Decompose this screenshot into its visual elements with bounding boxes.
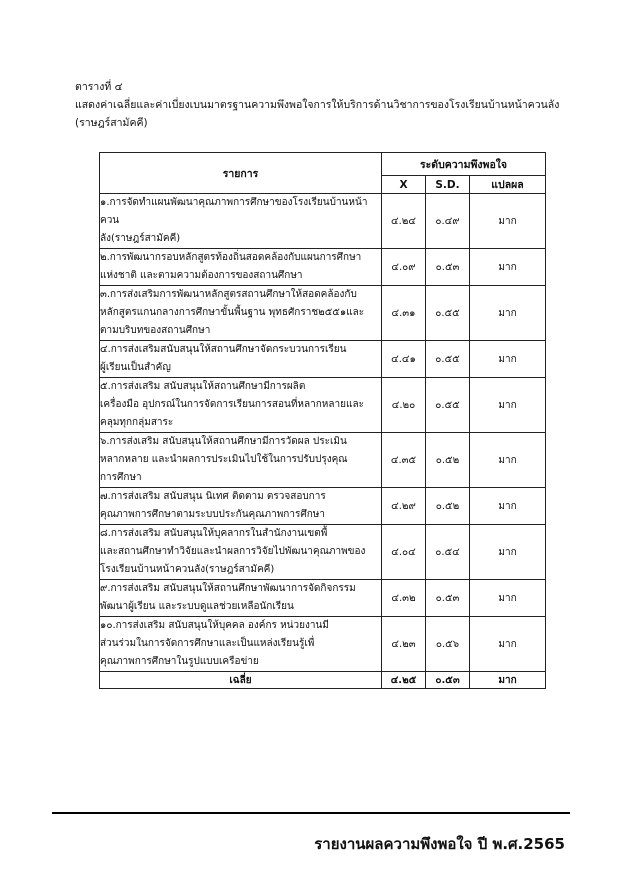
row-mean: ๔.๒๓ — [382, 617, 426, 672]
row-item-line: โรงเรียนบ้านหน้าควนลัง(ราษฎร์สามัคคี) — [100, 564, 275, 575]
row-item-line: ส่วนร่วมในการจัดการศึกษาและเป็นแหล่งเรียนรู้เพื่ — [100, 638, 315, 649]
row-item-text — [100, 617, 382, 672]
row-interpretation: มาก — [470, 525, 546, 580]
row-item-text — [100, 378, 382, 433]
row-item-line: เครื่องมือ อุปกรณ์ในการจัดการเรียนการสอนที่หลากหลายและ — [100, 399, 364, 410]
total-mean: ๔.๒๕ — [382, 672, 426, 689]
total-sd: ๐.๕๓ — [426, 672, 470, 689]
row-item-line: ตามบริบทของสถานศึกษา — [100, 325, 211, 336]
row-mean: ๔.๒๙ — [382, 488, 426, 525]
table-caption — [75, 78, 565, 132]
table-row — [100, 341, 546, 378]
row-item-line: พัฒนาผู้เรียน และระบบดูแลช่วยเหลือนักเรียน — [100, 601, 294, 612]
row-item-line: ๑๐.การส่งเสริม สนับสนุนให้บุคคล องค์กร หน่วยงานมี — [100, 620, 329, 631]
table-row — [100, 525, 546, 580]
row-item-line: ๖.การส่งเสริม สนับสนุนให้สถานศึกษามีการวัดผล ประเมิน — [100, 436, 347, 447]
row-mean: ๔.๒๔ — [382, 194, 426, 249]
row-mean: ๔.๐๙ — [382, 249, 426, 286]
row-interpretation: มาก — [470, 286, 546, 341]
row-sd: ๐.๕๔ — [426, 525, 470, 580]
row-item-line: ๘.การส่งเสริม สนับสนุนให้บุคลากรในสำนักงานเขตพื้ — [100, 528, 328, 539]
row-item-line: ๑.การจัดทำแผนพัฒนาคุณภาพการศึกษาของโรงเรียนบ้านหน้า — [100, 197, 368, 208]
row-mean: ๔.๓๒ — [382, 580, 426, 617]
row-item-line: คุณภาพการศึกษาตามระบบประกันคุณภาพการศึกษา — [100, 509, 325, 520]
row-interpretation: มาก — [470, 378, 546, 433]
row-item-line: และสถานศึกษาทำวิจัยและนำผลการวิจัยไปพัฒนาคุณภาพของ — [100, 546, 366, 557]
row-sd: ๐.๕๒ — [426, 488, 470, 525]
row-item-line: ผู้เรียนเป็นสำคัญ — [100, 362, 171, 373]
row-item-text — [100, 194, 382, 249]
row-sd: ๐.๕๓ — [426, 580, 470, 617]
footer-rule — [52, 812, 570, 814]
table-row — [100, 580, 546, 617]
row-item-line: หลากหลาย และนำผลการประเมินไปใช้ในการปรับปรุงคุณ — [100, 454, 348, 465]
header-item: รายการ — [100, 153, 382, 194]
row-sd: ๐.๕๓ — [426, 249, 470, 286]
row-interpretation: มาก — [470, 341, 546, 378]
header-mean: X — [382, 176, 426, 194]
row-item-line: หลักสูตรแกนกลางการศึกษาขั้นพื้นฐาน พุทธศักราช๒๕๕๑และ — [100, 307, 365, 318]
row-sd: ๐.๕๒ — [426, 433, 470, 488]
row-interpretation: มาก — [470, 194, 546, 249]
header-satisfaction-level: ระดับความพึงพอใจ — [382, 153, 546, 176]
row-item-text — [100, 488, 382, 525]
row-item-text — [100, 433, 382, 488]
header-interpretation: แปลผล — [470, 176, 546, 194]
row-mean: ๔.๒๐ — [382, 378, 426, 433]
row-item-line: ๓.การส่งเสริมการพัฒนาหลักสูตรสถานศึกษาให้สอดคล้องกับ — [100, 289, 357, 300]
table-row — [100, 194, 546, 249]
row-mean: ๔.๓๑ — [382, 286, 426, 341]
row-item-text — [100, 249, 382, 286]
table-row — [100, 286, 546, 341]
row-item-line: ๗.การส่งเสริม สนับสนุน นิเทศ ติดตาม ตรวจสอบการ — [100, 491, 326, 502]
row-mean: ๔.๔๑ — [382, 341, 426, 378]
footer-title: รายงานผลความพึงพอใจ ปี พ.ศ.2565 — [314, 835, 565, 853]
row-interpretation: มาก — [470, 433, 546, 488]
table-row — [100, 488, 546, 525]
row-item-line: ควน — [100, 215, 120, 226]
table-row — [100, 378, 546, 433]
table-row — [100, 433, 546, 488]
total-interpretation: มาก — [470, 672, 546, 689]
row-sd: ๐.๔๙ — [426, 194, 470, 249]
row-item-line: แห่งชาติ และตามความต้องการของสถานศึกษา — [100, 270, 303, 281]
row-item-line: การศึกษา — [100, 472, 142, 483]
row-item-line: คุณภาพการศึกษาในรูปแบบเครือข่าย — [100, 656, 259, 667]
table-row — [100, 249, 546, 286]
row-item-text — [100, 525, 382, 580]
table-row — [100, 617, 546, 672]
row-interpretation: มาก — [470, 580, 546, 617]
table-title-line-1: แสดงค่าเฉลี่ยและค่าเบี่ยงเบนมาตรฐานความพึงพอใจการให้บริการด้านวิชาการของโรงเรียนบ้านหน้าควนลัง — [75, 99, 560, 111]
row-sd: ๐.๕๕ — [426, 286, 470, 341]
table-body — [100, 194, 546, 689]
row-mean: ๔.๓๕ — [382, 433, 426, 488]
row-mean: ๔.๐๔ — [382, 525, 426, 580]
row-interpretation: มาก — [470, 488, 546, 525]
row-item-text — [100, 286, 382, 341]
row-interpretation: มาก — [470, 617, 546, 672]
total-row — [100, 672, 546, 689]
row-item-text — [100, 341, 382, 378]
row-item-line: ๙.การส่งเสริม สนับสนุนให้สถานศึกษาพัฒนาการจัดกิจกรรม — [100, 583, 356, 594]
table-title-line-2: (ราษฎร์สามัคคี) — [75, 117, 148, 129]
row-sd: ๐.๕๕ — [426, 378, 470, 433]
row-item-line: คลุมทุกกลุ่มสาระ — [100, 417, 174, 428]
row-item-line: ๒.การพัฒนากรอบหลักสูตรท้องถิ่นสอดคล้องกับแผนการศึกษา — [100, 252, 362, 263]
satisfaction-table — [99, 152, 546, 689]
row-sd: ๐.๕๖ — [426, 617, 470, 672]
row-item-text — [100, 580, 382, 617]
row-item-line: ๔.การส่งเสริมสนับสนุนให้สถานศึกษาจัดกระบวนการเรียน — [100, 344, 347, 355]
row-interpretation: มาก — [470, 249, 546, 286]
row-item-line: ลัง(ราษฎร์สามัคคี) — [100, 233, 181, 244]
row-item-line: ๕.การส่งเสริม สนับสนุนให้สถานศึกษามีการผลิต — [100, 381, 306, 392]
row-sd: ๐.๕๕ — [426, 341, 470, 378]
header-sd: S.D. — [426, 176, 470, 194]
total-label: เฉลี่ย — [100, 672, 382, 689]
table-number: ตารางที่ ๔ — [75, 81, 123, 93]
